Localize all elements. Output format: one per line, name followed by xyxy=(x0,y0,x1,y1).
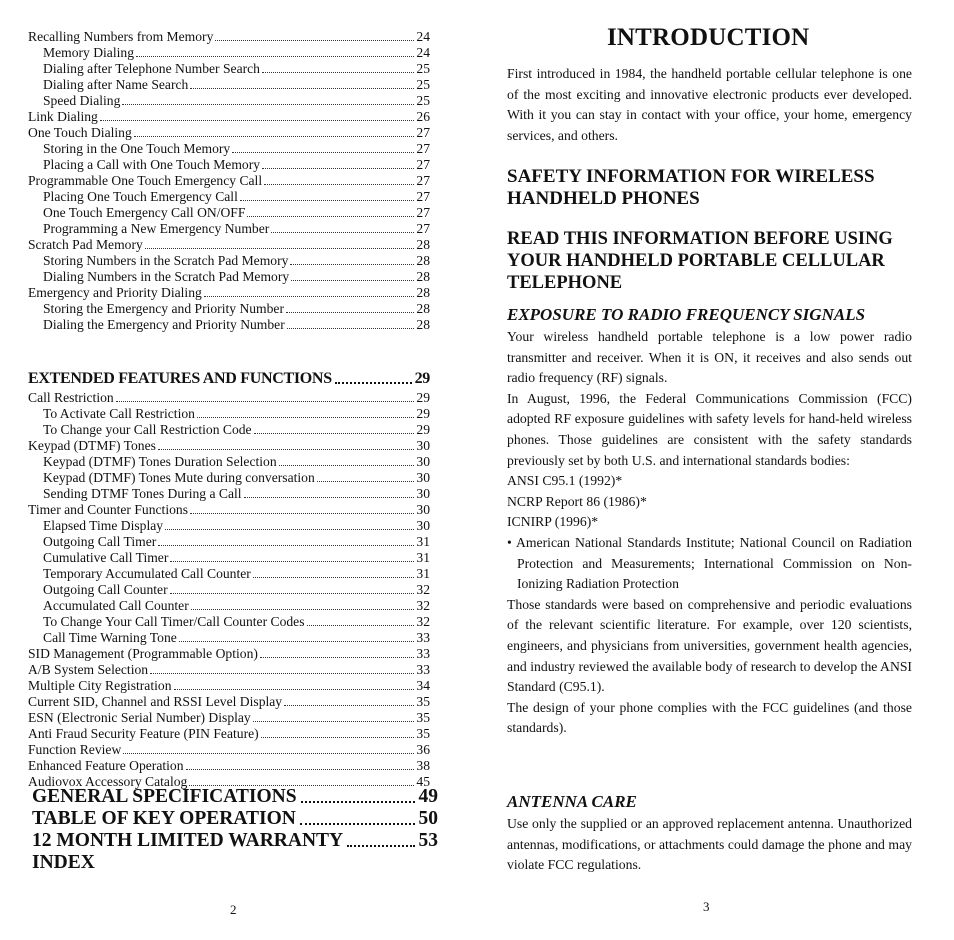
toc-leader-dots xyxy=(170,593,415,594)
major-section-entry xyxy=(32,808,438,830)
toc-entry-page: 24 xyxy=(416,29,430,44)
toc-entry xyxy=(28,406,430,422)
toc-entry-title: Audiovox Accessory Catalog xyxy=(28,774,188,789)
toc-entry-title: Outgoing Call Counter xyxy=(43,582,168,597)
toc-entry-title: Recalling Numbers from Memory xyxy=(28,29,214,44)
toc-leader-dots xyxy=(240,200,415,201)
toc-leader-dots xyxy=(287,328,415,329)
toc-entry xyxy=(28,77,430,93)
toc-leader-dots xyxy=(165,529,414,530)
left-page-number: 2 xyxy=(230,902,237,917)
toc-entry-page: 38 xyxy=(416,758,430,773)
right-page-number: 3 xyxy=(703,899,710,914)
toc-entry-title: Temporary Accumulated Call Counter xyxy=(43,566,251,581)
toc-entry-title: Multiple City Registration xyxy=(28,678,172,693)
toc-leader-dots xyxy=(300,823,415,825)
toc-entry-page: 30 xyxy=(416,502,430,517)
toc-entry-page: 33 xyxy=(416,662,430,677)
toc-leader-dots xyxy=(301,801,415,803)
toc-entry-page: 30 xyxy=(416,438,430,453)
toc-entry-page: 27 xyxy=(416,221,430,236)
extended-features-heading xyxy=(28,369,430,389)
toc-entry-title: Placing One Touch Emergency Call xyxy=(43,189,238,204)
toc-entry xyxy=(28,301,430,317)
toc-entry xyxy=(28,205,430,221)
antenna-paragraph: Use only the supplied or an approved replacement antenna. Unauthorized antennas, modifications, or attachments could damage the phone and may violate FCC regulations. xyxy=(507,816,912,873)
toc-entry-title: Elapsed Time Display xyxy=(43,518,164,533)
toc-leader-dots xyxy=(262,168,414,169)
toc-leader-dots xyxy=(100,120,415,121)
toc-entry-title: To Change Your Call Timer/Call Counter Codes xyxy=(43,614,305,629)
toc-entry xyxy=(28,614,430,630)
exposure-paragraph-2: In August, 1996, the Federal Communications Commission (FCC) adopted RF exposure guidelines with safety levels for hand-held wireless phones. Those guidelines are consistent with the safety standards previously set by both U.S. and international standards bodies: xyxy=(507,390,912,468)
toc-entry-title: Programming a New Emergency Number xyxy=(43,221,270,236)
toc-entry xyxy=(28,502,430,518)
toc-leader-dots xyxy=(253,721,415,722)
toc-entry-title: Call Time Warning Tone xyxy=(43,630,177,645)
toc-entry-title: Accumulated Call Counter xyxy=(43,598,189,613)
toc-leader-dots xyxy=(290,264,414,265)
toc-entry-page: 32 xyxy=(416,598,430,613)
toc-entry-title: To Activate Call Restriction xyxy=(43,406,195,421)
toc-entry-title: Dialing after Telephone Number Search xyxy=(43,61,260,76)
toc-entry-title: Call Restriction xyxy=(28,390,114,405)
toc-leader-dots xyxy=(307,625,415,626)
toc-entry-page: 33 xyxy=(416,646,430,661)
toc-entry-page: 27 xyxy=(416,173,430,188)
toc-entry-page: 35 xyxy=(416,694,430,709)
toc-leader-dots xyxy=(174,689,415,690)
toc-entry-page: 31 xyxy=(416,550,430,565)
toc-leader-dots xyxy=(158,449,414,450)
toc-leader-dots xyxy=(347,845,414,847)
toc-leader-dots xyxy=(145,248,415,249)
toc-entry-page: 29 xyxy=(416,406,430,421)
antenna-heading: ANTENNA CARE xyxy=(507,792,637,811)
toc-entry xyxy=(28,173,430,189)
toc-entry xyxy=(28,598,430,614)
standard-icnirp: ICNIRP (1996)* xyxy=(507,514,599,530)
toc-entry-page: 29 xyxy=(416,422,430,437)
toc-entry xyxy=(28,678,430,694)
toc-entry xyxy=(28,518,430,534)
toc-entry xyxy=(28,29,430,45)
toc-entry-title: Cumulative Call Timer xyxy=(43,550,169,565)
toc-entry-page: 33 xyxy=(416,630,430,645)
toc-entry-title: Function Review xyxy=(28,742,122,757)
major-section-entry xyxy=(32,852,438,874)
toc-entry xyxy=(28,93,430,109)
toc-leader-dots xyxy=(190,88,414,89)
exposure-body xyxy=(507,327,912,739)
toc-entry xyxy=(28,422,430,438)
toc-entry-page: 32 xyxy=(416,582,430,597)
toc-entry-page: 30 xyxy=(416,470,430,485)
toc-entry xyxy=(28,486,430,502)
toc-entry xyxy=(28,630,430,646)
toc-entry-page: 36 xyxy=(416,742,430,757)
toc-leader-dots xyxy=(264,184,414,185)
toc-entry-page: 27 xyxy=(416,205,430,220)
major-sections xyxy=(32,786,438,874)
toc-entry-title: SID Management (Programmable Option) xyxy=(28,646,258,661)
toc-entry-page: 31 xyxy=(416,534,430,549)
toc-leader-dots xyxy=(254,433,415,434)
standard-ansi: ANSI C95.1 (1992)* xyxy=(507,473,623,489)
major-section-title: 12 MONTH LIMITED WARRANTY xyxy=(32,830,344,851)
toc-entry-page: 27 xyxy=(416,125,430,140)
toc-entry-page: 30 xyxy=(416,486,430,501)
toc-leader-dots xyxy=(197,417,414,418)
toc-entry-page: 35 xyxy=(416,726,430,741)
major-section-entry xyxy=(32,830,438,852)
toc-entry-page: 31 xyxy=(416,566,430,581)
toc-entry xyxy=(28,550,430,566)
toc-leader-dots xyxy=(136,56,414,57)
toc-leader-dots xyxy=(204,296,415,297)
toc-entry-title: ESN (Electronic Serial Number) Display xyxy=(28,710,251,725)
toc-entry-title: Scratch Pad Memory xyxy=(28,237,143,252)
toc-entry-page: 27 xyxy=(416,141,430,156)
exposure-paragraph-1: Your wireless handheld portable telephone is a low power radio transmitter and receiver. When it is ON, it receives and also sends out radio frequency (RF) signals. xyxy=(507,329,912,386)
major-section-entry xyxy=(32,786,438,808)
toc-entry-page: 26 xyxy=(416,109,430,124)
toc-entry-title: Dialing after Name Search xyxy=(43,77,189,92)
toc-entry-title: Speed Dialing xyxy=(43,93,121,108)
right-page xyxy=(507,0,912,940)
toc-entry xyxy=(28,534,430,550)
toc-entry-title: Timer and Counter Functions xyxy=(28,502,188,517)
toc-entry-page: 30 xyxy=(416,454,430,469)
toc-entry xyxy=(28,237,430,253)
toc-entry-title: Keypad (DTMF) Tones Duration Selection xyxy=(43,454,277,469)
extended-features-section xyxy=(28,369,430,790)
toc-entry xyxy=(28,157,430,173)
exposure-paragraph-4: The design of your phone complies with the FCC guidelines (and those standards). xyxy=(507,699,912,736)
major-section-title: TABLE OF KEY OPERATION xyxy=(32,808,296,829)
toc-leader-dots xyxy=(247,216,414,217)
toc-entry-title: Emergency and Priority Dialing xyxy=(28,285,202,300)
toc-entry-title: Current SID, Channel and RSSI Level Display xyxy=(28,694,283,709)
standards-footnote: • American National Standards Institute; National Council on Radiation Protection and Measurements; International Commission on Non-Ionizing Radiation Protection xyxy=(507,534,912,592)
toc-entry-page: 24 xyxy=(416,45,430,60)
toc-entry xyxy=(28,61,430,77)
toc-leader-dots xyxy=(116,401,415,402)
toc-entry xyxy=(28,189,430,205)
safety-heading: SAFETY INFORMATION FOR WIRELESS HANDHELD PHONES xyxy=(507,166,875,209)
extended-features-title: EXTENDED FEATURES AND FUNCTIONS xyxy=(28,370,332,387)
toc-entry xyxy=(28,742,430,758)
toc-entry xyxy=(28,438,430,454)
toc-entry xyxy=(28,390,430,406)
toc-leader-dots xyxy=(279,465,415,466)
toc-entry xyxy=(28,45,430,61)
toc-leader-dots xyxy=(244,497,415,498)
toc-entry xyxy=(28,109,430,125)
toc-entry-page: 45 xyxy=(416,774,430,789)
toc-leader-dots xyxy=(260,657,415,658)
toc-entry-title: Storing Numbers in the Scratch Pad Memory xyxy=(43,253,289,268)
toc-leader-dots xyxy=(317,481,415,482)
toc-leader-dots xyxy=(158,545,414,546)
toc-leader-dots xyxy=(123,753,414,754)
standard-ncrp: NCRP Report 86 (1986)* xyxy=(507,493,647,509)
toc-leader-dots xyxy=(253,577,415,578)
toc-entry-title: Keypad (DTMF) Tones xyxy=(28,438,156,453)
toc-entry-title: Dialing the Emergency and Priority Number xyxy=(43,317,285,332)
toc-entry-page: 28 xyxy=(416,269,430,284)
toc-entry-title: Storing in the One Touch Memory xyxy=(43,141,231,156)
toc-entry-title: Link Dialing xyxy=(28,109,98,124)
toc-leader-dots xyxy=(286,312,414,313)
toc-entry xyxy=(28,253,430,269)
toc-entry-title: Keypad (DTMF) Tones Mute during conversation xyxy=(43,470,315,485)
toc-leader-dots xyxy=(134,136,415,137)
toc-entry xyxy=(28,566,430,582)
toc-entry-page: 34 xyxy=(416,678,430,693)
toc-entry-title: Dialing Numbers in the Scratch Pad Memory xyxy=(43,269,290,284)
toc-entry-page: 28 xyxy=(416,301,430,316)
toc-entry-title: Outgoing Call Timer xyxy=(43,534,157,549)
toc-leader-dots xyxy=(179,641,415,642)
toc-leader-dots xyxy=(261,737,415,738)
major-section-page: 49 xyxy=(418,786,438,807)
toc-entry-page: 25 xyxy=(416,77,430,92)
major-section-page: 53 xyxy=(418,830,438,851)
extended-features-page: 29 xyxy=(414,370,430,387)
toc-entry-title: Programmable One Touch Emergency Call xyxy=(28,173,263,188)
toc-leader-dots xyxy=(191,609,415,610)
toc-entry-title: Placing a Call with One Touch Memory xyxy=(43,157,261,172)
toc-leader-dots xyxy=(150,673,414,674)
toc-leader-dots xyxy=(215,40,414,41)
major-section-title: GENERAL SPECIFICATIONS xyxy=(32,786,297,807)
toc-entry-title: Enhanced Feature Operation xyxy=(28,758,184,773)
toc-entry xyxy=(28,470,430,486)
toc-entry-page: 25 xyxy=(416,61,430,76)
toc-leader-dots xyxy=(232,152,414,153)
exposure-heading: EXPOSURE TO RADIO FREQUENCY SIGNALS xyxy=(507,305,866,324)
toc-entry xyxy=(28,646,430,662)
toc-entry-title: Storing the Emergency and Priority Number xyxy=(43,301,284,316)
exposure-paragraph-3: Those standards were based on comprehensive and periodic evaluations of the relevant scientific literature. For example, over 120 scientists, engineers, and physicians from universities, government health agencies, and industry reviewed the available body of research to develop the ANSI Standard (C95.1). xyxy=(507,596,912,695)
toc-entry-page: 32 xyxy=(416,614,430,629)
major-section-page: 50 xyxy=(418,808,438,829)
toc-entry-title: To Change your Call Restriction Code xyxy=(43,422,252,437)
toc-entry-page: 28 xyxy=(416,253,430,268)
page-title: INTRODUCTION xyxy=(607,24,810,51)
read-heading: READ THIS INFORMATION BEFORE USING YOUR HANDHELD PORTABLE CELLULAR TELEPHONE xyxy=(507,229,893,293)
toc-leader-dots xyxy=(186,769,415,770)
toc-leader-dots xyxy=(271,232,414,233)
toc-entry-title: One Touch Emergency Call ON/OFF xyxy=(43,205,246,220)
toc-entry xyxy=(28,694,430,710)
toc-leader-dots xyxy=(122,104,414,105)
toc-entry xyxy=(28,221,430,237)
left-page xyxy=(28,0,442,940)
toc-leader-dots xyxy=(190,513,414,514)
toc-entry xyxy=(28,582,430,598)
toc-entry xyxy=(28,125,430,141)
toc-entry xyxy=(28,758,430,774)
toc-leader-dots xyxy=(170,561,414,562)
major-section-title: INDEX xyxy=(32,852,95,873)
toc-entry-page: 28 xyxy=(416,317,430,332)
toc-entry-page: 35 xyxy=(416,710,430,725)
toc-entry-page: 27 xyxy=(416,157,430,172)
toc-entry xyxy=(28,454,430,470)
toc-entry-page: 28 xyxy=(416,285,430,300)
toc-entry-title: Sending DTMF Tones During a Call xyxy=(43,486,242,501)
toc-entry xyxy=(28,141,430,157)
toc-entry-page: 30 xyxy=(416,518,430,533)
toc-entry-title: One Touch Dialing xyxy=(28,125,132,140)
intro-paragraph: First introduced in 1984, the handheld portable cellular telephone is one of the most exciting and innovative electronic products ever developed. With it you can stay in contact with your office, your home, emergency services, and others. xyxy=(507,66,912,143)
toc-entry xyxy=(28,726,430,742)
toc-entry-page: 29 xyxy=(416,390,430,405)
toc-leader-dots xyxy=(291,280,414,281)
toc-entry xyxy=(28,662,430,678)
toc-list xyxy=(28,29,430,333)
toc-leader-dots xyxy=(284,705,414,706)
toc-entry xyxy=(28,269,430,285)
toc-leader-dots xyxy=(262,72,414,73)
toc-entry-page: 25 xyxy=(416,93,430,108)
toc-entry-title: Memory Dialing xyxy=(43,45,134,60)
toc-entry-title: Anti Fraud Security Feature (PIN Feature) xyxy=(28,726,259,741)
toc-entry-title: A/B System Selection xyxy=(28,662,149,677)
toc-entry-page: 27 xyxy=(416,189,430,204)
toc-entry xyxy=(28,710,430,726)
toc-entry xyxy=(28,285,430,301)
toc-entry-page: 28 xyxy=(416,237,430,252)
toc-entry xyxy=(28,317,430,333)
